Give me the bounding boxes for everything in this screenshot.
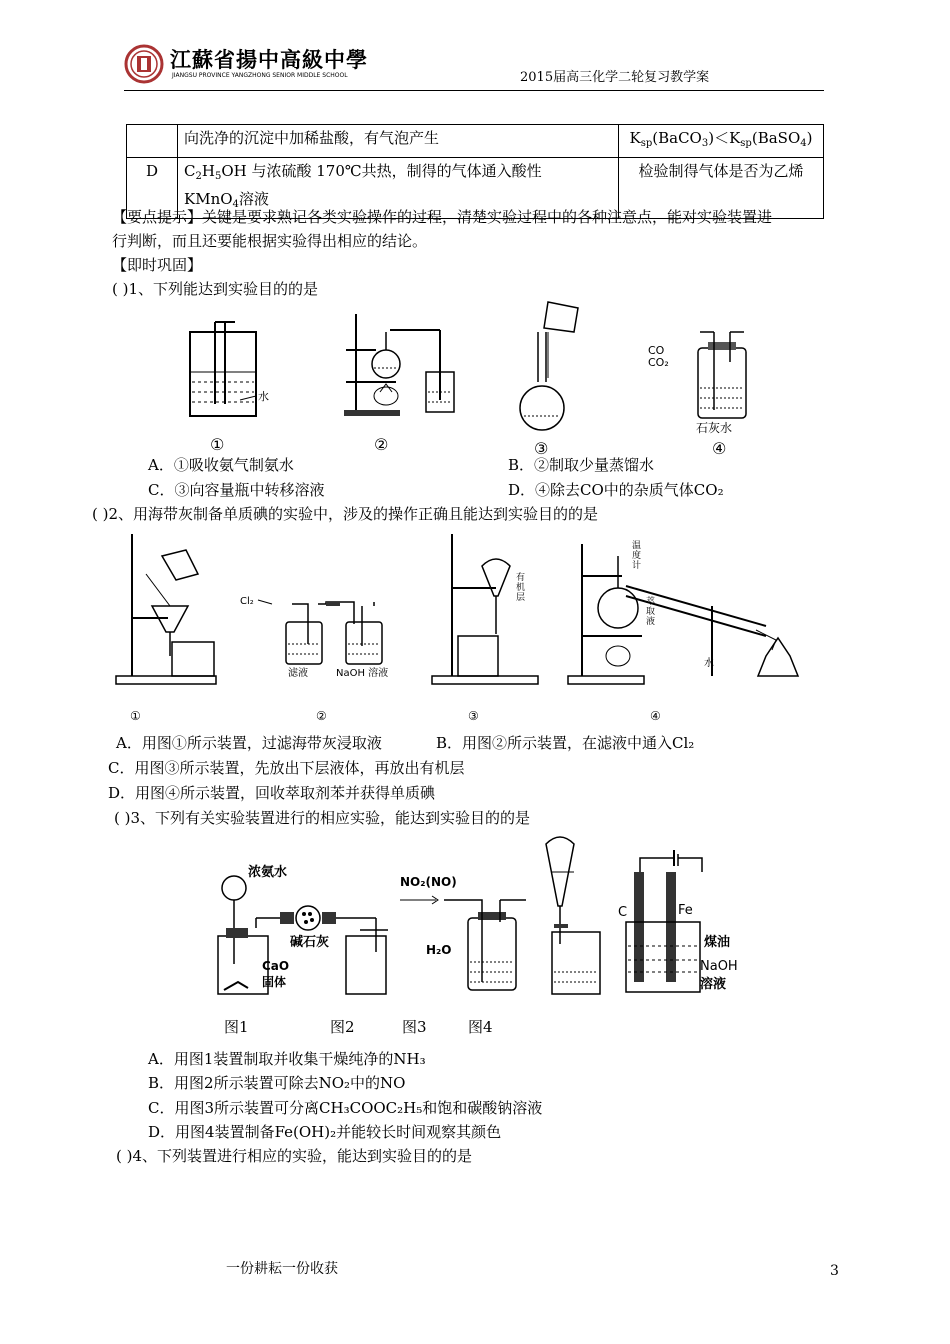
table-cell: 检验制得气体是否为乙烯 [619, 158, 824, 219]
q1-fig4-label: ④ [712, 439, 727, 458]
q3-fig4-solution: 溶液 [700, 977, 727, 992]
svg-text:机: 机 [516, 583, 526, 593]
q3-fig4-kerosene: 煤油 [704, 935, 731, 950]
table-cell: 向洗净的沉淀中加稀盐酸，有气泡产生 [178, 125, 619, 158]
q4-stem: ( )4、下列装置进行相应的实验，能达到实验目的的是 [116, 1147, 473, 1165]
q1-fig3-flask [520, 302, 578, 458]
q1-fig2-distillation [344, 314, 454, 454]
options-table [126, 124, 824, 219]
q1-fig1-water-label: 水 [258, 390, 269, 403]
tip-line-2: 行判断，而且还要能根据实验得出相应的结论。 [112, 232, 428, 250]
q2-fig2-naoh: NaOH 溶液 [336, 668, 389, 679]
q3-fig4-electrolysis [618, 850, 738, 992]
q3-fig3-separatory [546, 837, 600, 994]
q3-fig1-nh3 [218, 864, 388, 994]
q1-figure [170, 292, 790, 462]
q2-fig4-water: 水 [704, 658, 714, 669]
q1-fig1-label: ① [210, 435, 225, 454]
q3-fig2-no2 [400, 875, 526, 990]
q3-fig2-h2o: H₂O [426, 943, 452, 957]
q3-option-b: B．用图2所示装置可除去NO₂中的NO [148, 1074, 406, 1092]
q3-fig2-no2-label: NO₂(NO) [400, 875, 457, 889]
q3-option-c: C．用图3所示装置可分离CH₃COOC₂H₅和饱和碳酸钠溶液 [148, 1099, 543, 1117]
table-cell: $C_2H_5OH$ 与浓硫酸 170℃共热，制得的气体通入酸性 KMnO$_4$溶液 [178, 158, 619, 219]
q2-fig2-label: ② [316, 709, 327, 723]
school-name: 江蘇省揚中高級中學 [170, 47, 368, 72]
q2-fig3-separatory [432, 534, 538, 723]
q2-option-c: C．用图③所示装置，先放出下层液体，再放出有机层 [108, 759, 465, 777]
q3-option-a: A．用图1装置制取并收集干燥纯净的NH₃ [148, 1050, 426, 1068]
svg-text:层: 层 [516, 593, 526, 603]
svg-text:温: 温 [632, 541, 642, 551]
q1-option-b: B．②制取少量蒸馏水 [508, 456, 655, 474]
q3-fig1-cao: CaO [262, 959, 290, 973]
q1-fig4-co: CO [648, 344, 665, 357]
q3-figure [200, 832, 760, 1004]
q2-fig3-label: ③ [468, 709, 479, 723]
q2-fig3-organic: 有 [516, 573, 526, 583]
table-cell: D [127, 158, 178, 219]
q1-fig4-limewater: 石灰水 [696, 421, 733, 435]
q2-fig2-filtrate: 滤液 [288, 668, 308, 679]
q2-option-d: D．用图④所示装置，回收萃取剂苯并获得单质碘 [108, 784, 436, 802]
q3-stem: ( )3、下列有关实验装置进行的相应实验，能达到实验目的的是 [114, 809, 531, 827]
svg-text:计: 计 [632, 561, 642, 571]
svg-text:萃: 萃 [646, 597, 656, 607]
q3-fig-label-1: 图1 [224, 1018, 249, 1036]
svg-text:液: 液 [646, 617, 656, 627]
q2-fig4-distillation [568, 540, 798, 723]
table-cell: $K_{sp}(BaCO_3)<K_{sp}(BaSO_4)$ [619, 125, 824, 158]
q2-stem: ( )2、用海带灰制备单质碘的实验中，涉及的操作正确且能达到实验目的的是 [92, 505, 599, 523]
q2-option-a: A．用图①所示装置，过滤海带灰浸取液 [116, 734, 382, 752]
q1-fig3-label: ③ [534, 439, 549, 458]
q2-fig1-filtration [116, 534, 216, 723]
table-row [127, 125, 824, 158]
q3-fig1-soda: 碱石灰 [290, 935, 330, 950]
q1-stem: ( )1、下列能达到实验目的的是 [112, 280, 319, 298]
q2-fig2-cl2: Cl₂ [240, 596, 254, 607]
q2-option-b: B．用图②所示装置，在滤液中通入Cl₂ [436, 734, 695, 752]
q3-fig-label-2: 图2 [330, 1018, 355, 1036]
q1-fig1-beaker [190, 322, 269, 454]
svg-text:度: 度 [632, 551, 642, 561]
q3-fig4-c: C [618, 905, 628, 920]
q3-fig-label-4: 图4 [468, 1018, 493, 1036]
q3-fig1-ammonia: 浓氨水 [248, 865, 288, 880]
page-number: 3 [830, 1263, 839, 1279]
q1-fig4-co2: CO₂ [648, 356, 669, 369]
q1-fig4-wash-bottle [648, 332, 746, 458]
q1-option-c: C．③向容量瓶中转移溶液 [148, 481, 325, 499]
q3-fig-label-3: 图3 [402, 1018, 427, 1036]
svg-text:取: 取 [646, 607, 656, 617]
q2-figure [112, 526, 832, 726]
header-rule [124, 90, 824, 91]
q3-fig4-fe: Fe [678, 903, 693, 918]
consolidate-heading: 【即时巩固】 [112, 256, 203, 274]
school-name-en: JIANGSU PROVINCE YANGZHONG SENIOR MIDDLE SCHOOL [172, 72, 348, 79]
q2-fig2-bottles [240, 596, 388, 723]
document-title: 2015届高三化学二轮复习教学案 [520, 70, 710, 85]
q2-fig4-label: ④ [650, 709, 661, 723]
q1-option-d: D．④除去CO中的杂质气体CO₂ [508, 481, 724, 499]
school-logo [124, 44, 164, 84]
q2-fig1-label: ① [130, 709, 141, 723]
q1-fig2-label: ② [374, 435, 389, 454]
q3-fig1-solid: 固体 [262, 975, 287, 989]
tip-line-1: 【要点提示】关键是要求熟记各类实验操作的过程，清楚实验过程中的各种注意点，能对实验装置进 [112, 208, 773, 226]
q1-option-a: A．①吸收氨气制氨水 [148, 456, 294, 474]
q3-fig4-naoh: NaOH [700, 959, 738, 974]
footer-motto: 一份耕耘一份收获 [226, 1261, 338, 1277]
q3-option-d: D．用图4装置制备Fe(OH)₂并能较长时间观察其颜色 [148, 1123, 502, 1141]
